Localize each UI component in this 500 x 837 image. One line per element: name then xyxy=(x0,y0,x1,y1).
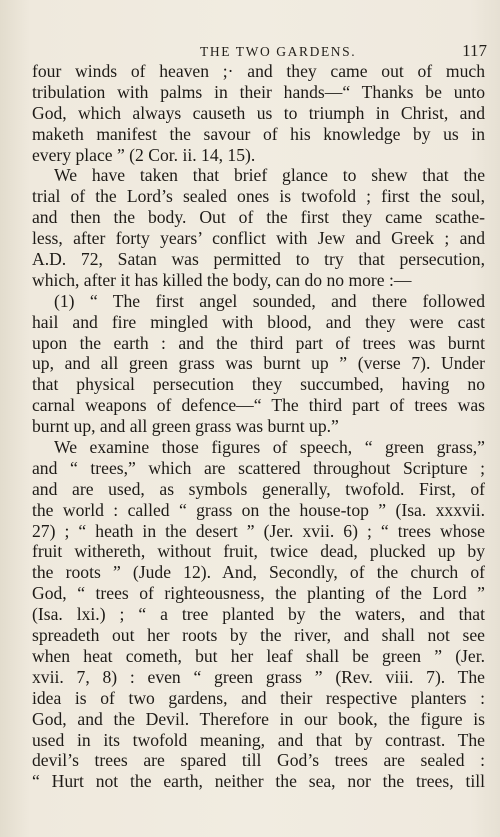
text-line: “ Hurt not the earth, neither the sea, nor the trees, till xyxy=(32,771,485,792)
text-line: carnal weapons of defence—“ The third part of trees was xyxy=(32,395,485,416)
page-number: 117 xyxy=(462,41,487,60)
running-title: THE TWO GARDENS. xyxy=(200,44,357,59)
text-line: the world : called “ grass on the house-top ” (Isa. xxxvii. xyxy=(32,499,485,520)
text-line: (1) “ The first angel sounded, and there followed xyxy=(54,290,485,311)
text-line: tribulation with palms in their hands—“ Thanks be unto xyxy=(32,81,485,102)
text-line: We have taken that brief glance to shew that the xyxy=(54,165,485,186)
text-line: 27) ; “ heath in the desert ” (Jer. xvii. 6) ; “ trees whose xyxy=(32,520,485,541)
text-line: when heat cometh, but her leaf shall be green ” (Jer. xyxy=(32,645,485,666)
text-line: every place ” (2 Cor. ii. 14, 15). xyxy=(32,144,256,165)
text-line: We examine those figures of speech, “ green grass,” xyxy=(54,437,485,458)
text-line: God, and the Devil. Therefore in our book, the figure is xyxy=(32,708,485,729)
text-line: less, after forty years’ conflict with Jew and Greek ; and xyxy=(32,228,485,249)
body-text xyxy=(32,61,485,792)
text-line: the roots ” (Jude 12). And, Secondly, of the church of xyxy=(32,562,485,583)
text-line: xvii. 7, 8) : even “ green grass ” (Rev. viii. 7). The xyxy=(32,666,485,687)
text-line: hail and fire mingled with blood, and they were cast xyxy=(32,311,485,332)
text-line: maketh manifest the savour of his knowledge by us in xyxy=(32,123,485,144)
text-line: God, which always causeth us to triumph in Christ, and xyxy=(32,102,485,123)
text-line: (Isa. lxi.) ; “ a tree planted by the waters, and that xyxy=(32,604,485,625)
text-line: and are used, as symbols generally, twofold. First, of xyxy=(32,478,485,499)
text-line: which, after it has killed the body, can do no more :— xyxy=(32,269,412,290)
text-line: fruit withereth, without fruit, twice dead, plucked up by xyxy=(32,541,485,562)
text-line: burnt up, and all green grass was burnt up.” xyxy=(32,416,339,437)
text-line: A.D. 72, Satan was permitted to try that persecution, xyxy=(32,249,485,270)
text-line: upon the earth : and the third part of trees was burnt xyxy=(32,332,485,353)
text-line: spreadeth out her roots by the river, and shall not see xyxy=(32,625,485,646)
text-line: and then the body. Out of the first they came scathe- xyxy=(32,207,485,228)
text-line: God, “ trees of righteousness, the planting of the Lord ” xyxy=(32,583,485,604)
text-line: trial of the Lord’s sealed ones is twofold ; first the soul, xyxy=(32,186,485,207)
text-line: idea is of two gardens, and their respective planters : xyxy=(32,687,485,708)
text-line: devil’s trees are spared till God’s trees are sealed : xyxy=(32,750,485,771)
text-line: four winds of heaven ;· and they came out of much xyxy=(32,61,485,81)
text-line: used in its twofold meaning, and that by contrast. The xyxy=(32,729,485,750)
text-line: and “ trees,” which are scattered throughout Scripture ; xyxy=(32,457,485,478)
text-line: up, and all green grass was burnt up ” (verse 7). Under xyxy=(32,353,485,374)
text-line: that physical persecution they succumbed, having no xyxy=(32,374,485,395)
